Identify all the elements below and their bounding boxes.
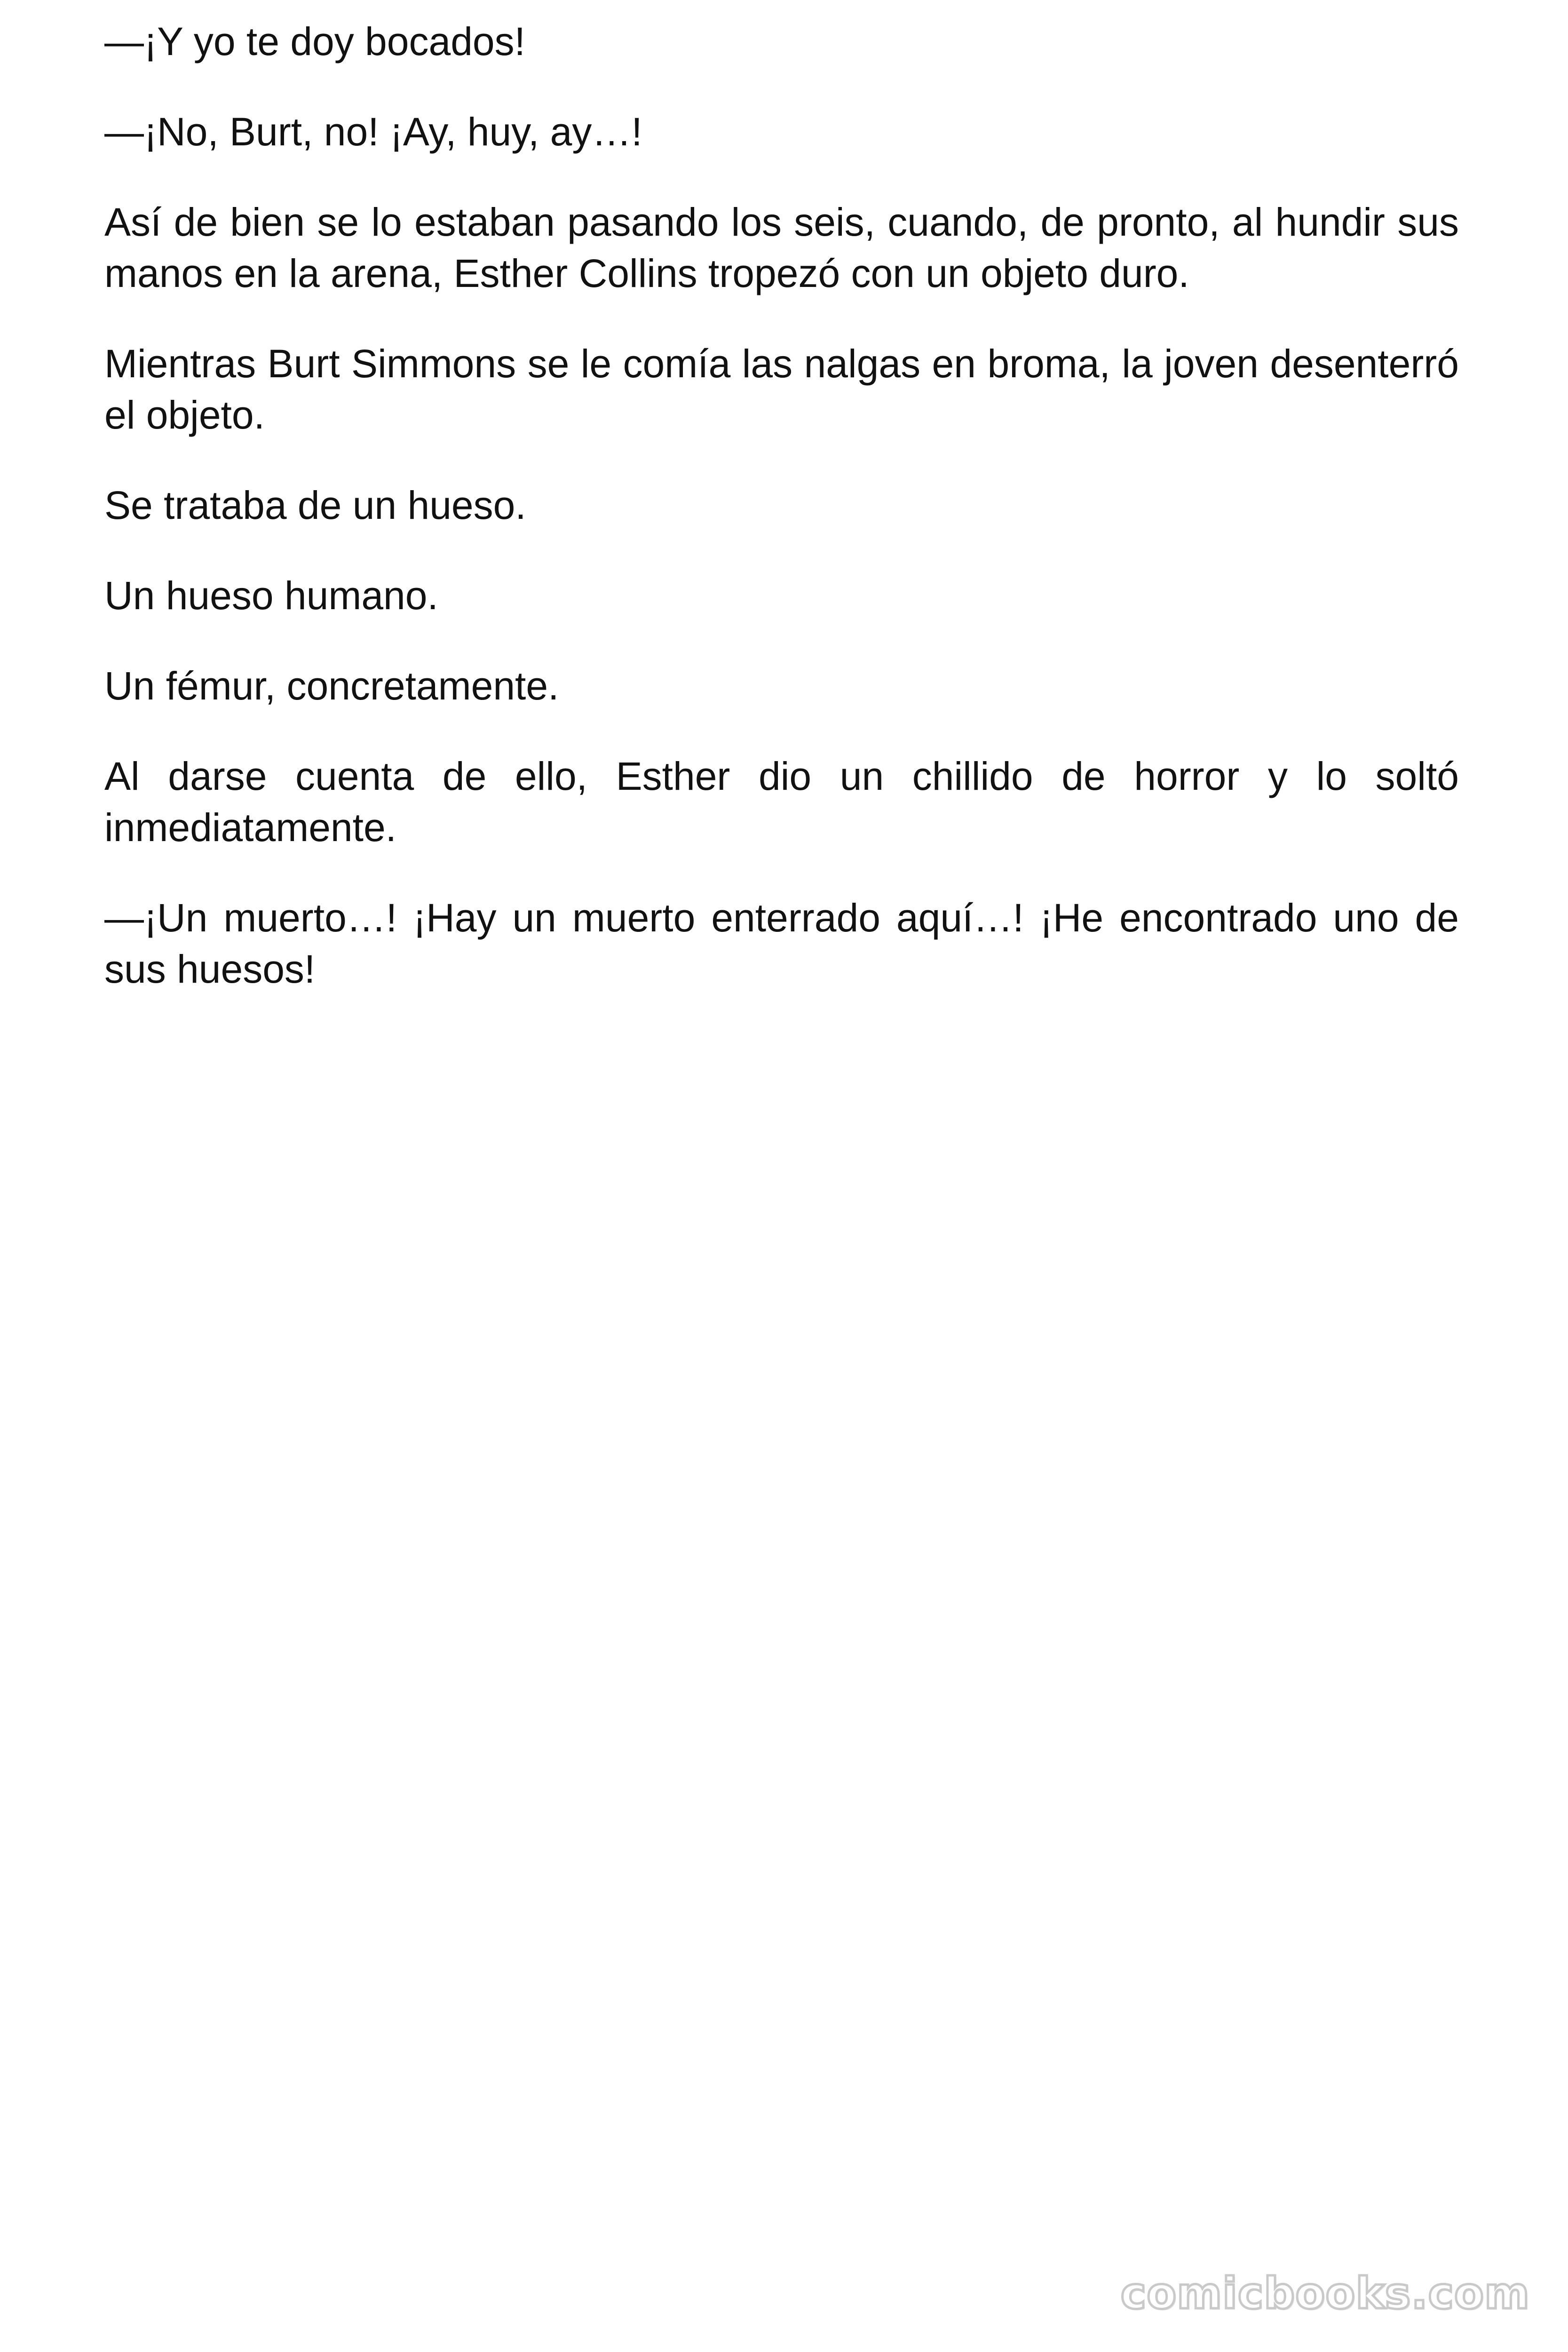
- paragraph: Un hueso humano.: [104, 573, 438, 618]
- text-column: [104, 16, 1459, 1034]
- paragraph: —¡Un muerto…! ¡Hay un muerto enterrado aquí…! ¡He encontrado uno de sus huesos!: [104, 896, 1459, 991]
- paragraph: Un fémur, concretamente.: [104, 664, 559, 708]
- paragraph: Se trataba de un hueso.: [104, 483, 526, 527]
- watermark: comicbooks.com: [1120, 2268, 1530, 2319]
- paragraph: —¡Y yo te doy bocados!: [104, 19, 525, 64]
- paragraph: Mientras Burt Simmons se le comía las nalgas en broma, la joven desenterró el objeto.: [104, 342, 1459, 437]
- paragraph: Así de bien se lo estaban pasando los seis, cuando, de pronto, al hundir sus manos en la arena, Esther Collins tropezó con un objeto duro.: [104, 200, 1459, 295]
- paragraph: Al darse cuenta de ello, Esther dio un chillido de horror y lo soltó inmediatamente.: [104, 754, 1459, 850]
- paragraph: —¡No, Burt, no! ¡Ay, huy, ay…!: [104, 110, 642, 154]
